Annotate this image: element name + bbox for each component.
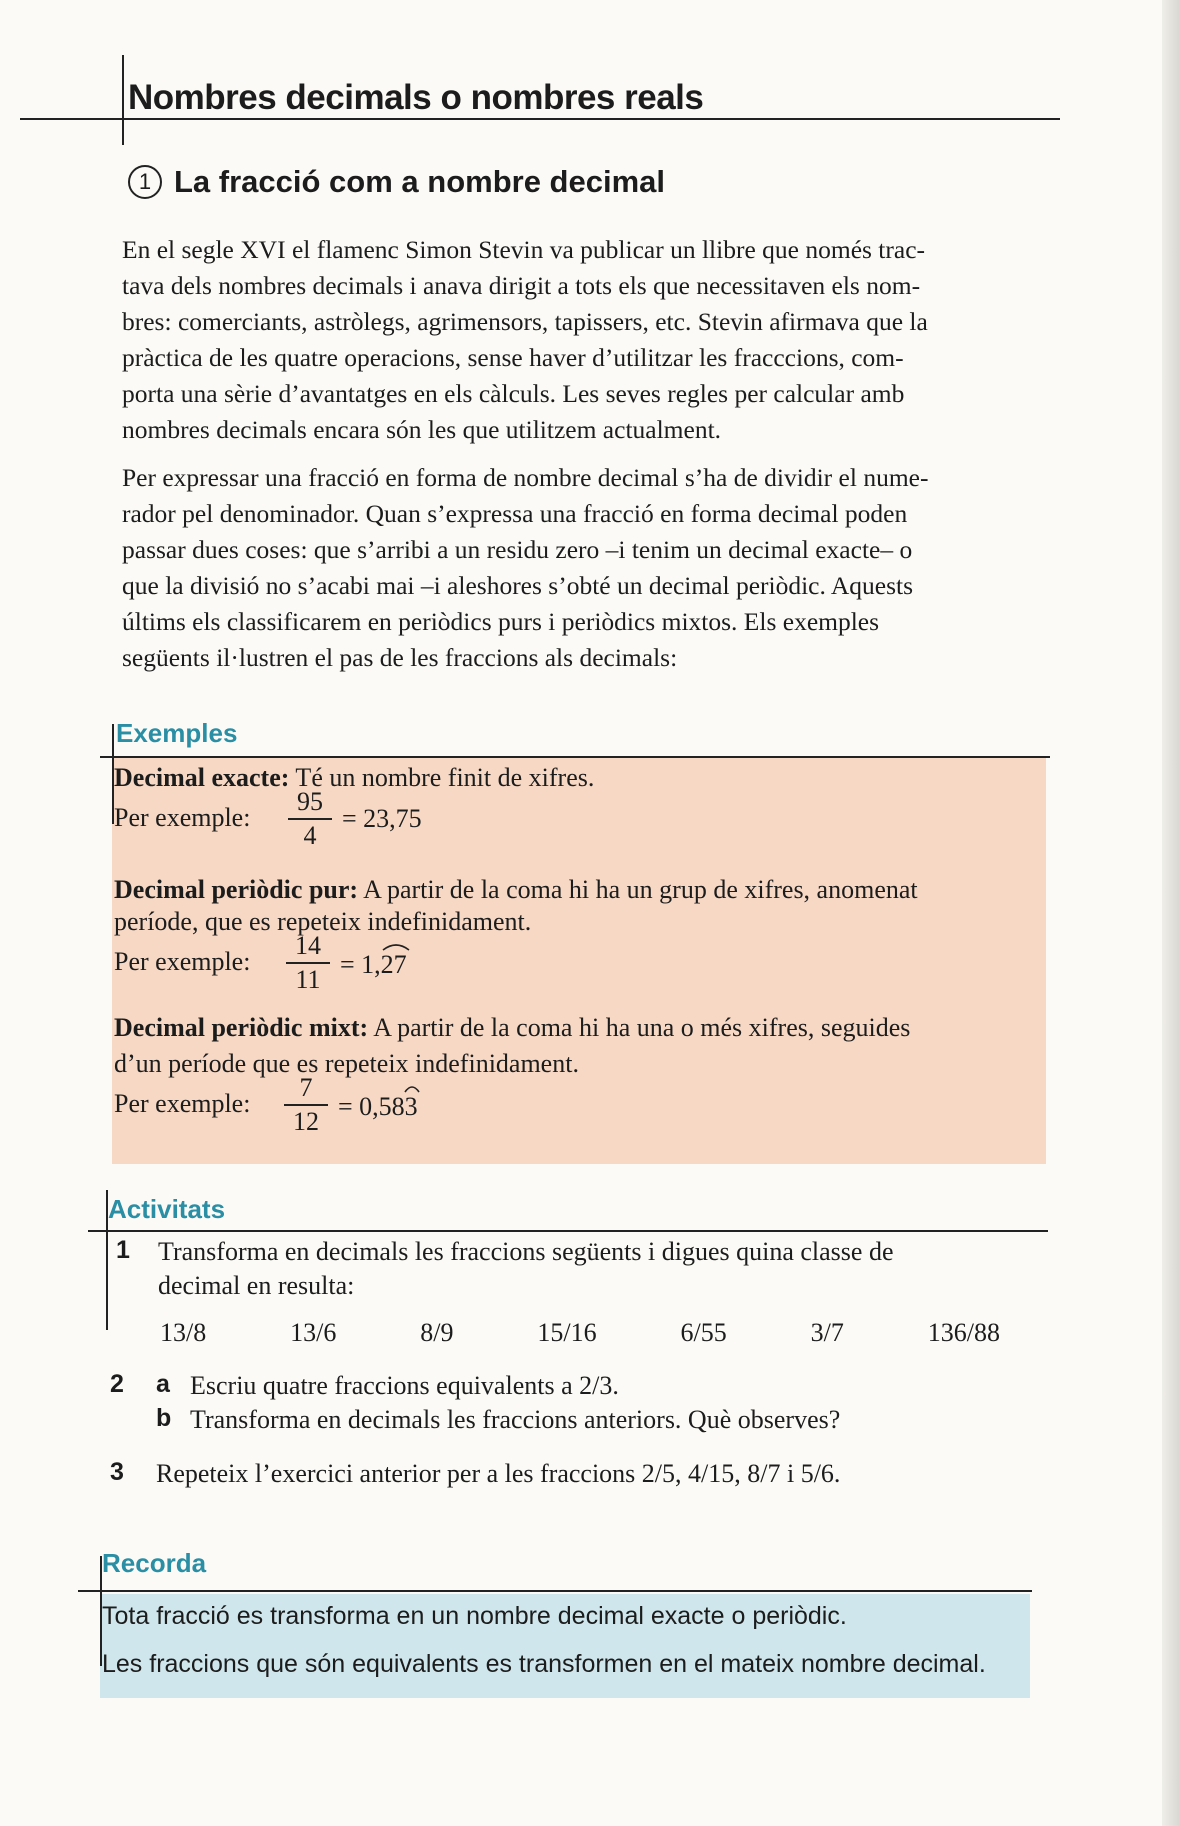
- activity-1-number: 1: [116, 1236, 130, 1264]
- fraction-bar: [286, 962, 330, 964]
- fraction-item: 136/88: [927, 1318, 1000, 1347]
- fraction-item: 15/16: [537, 1318, 597, 1347]
- result-1: = 23,75: [342, 804, 422, 833]
- fraction-95-4: [288, 788, 332, 850]
- period: 27: [380, 950, 407, 979]
- numerator: 7: [299, 1073, 313, 1102]
- fraction-item: 6/55: [680, 1318, 727, 1347]
- numerator: 95: [297, 787, 323, 816]
- header-horizontal-rule: [20, 118, 1060, 120]
- paragraph-line: tava dels nombres decimals i anava dirigit a tots els que necessitaven els nom-: [122, 271, 921, 300]
- paragraph-line: passar dues coses: que s’arribi a un residu zero –i tenim un decimal exacte– o: [122, 535, 913, 564]
- result-2: [340, 950, 407, 980]
- period-arc-icon: [403, 1082, 421, 1094]
- per-exemple-3: Per exemple:: [114, 1089, 251, 1118]
- per-exemple-2: Per exemple:: [114, 947, 251, 976]
- page-edge: [1162, 0, 1180, 1826]
- section-title: La fracció com a nombre decimal: [174, 164, 666, 199]
- section-number-badge: 1: [128, 165, 162, 199]
- pur-desc: A partir de la coma hi ha un grup de xifres, anomenat: [358, 875, 918, 904]
- activity-1-text-cont: decimal en resulta:: [158, 1271, 355, 1300]
- section-heading: [128, 164, 665, 200]
- paragraph-line: últims els classificarem en periòdics purs i periòdics mixtos. Els exemples: [122, 607, 880, 636]
- result-3: [338, 1092, 418, 1122]
- activity-2a-text: Escriu quatre fraccions equivalents a 2/3.: [190, 1371, 619, 1400]
- activities-rule: [88, 1230, 1048, 1232]
- chapter-title: Nombres decimals o nombres reals: [128, 78, 704, 117]
- paragraph-line: rador pel denominador. Quan s’expressa una fracció en forma decimal poden: [122, 499, 908, 528]
- activities-label: Activitats: [108, 1194, 226, 1224]
- mixt-definition-cont: d’un període que es repeteix indefinidament.: [114, 1049, 579, 1078]
- denominator: 4: [303, 821, 317, 850]
- per-exemple-1: Per exemple:: [114, 803, 251, 832]
- paragraph-line: bres: comerciants, astròlegs, agrimensors, tapissers, etc. Stevin afirmava que la: [122, 307, 928, 336]
- paragraph-line: Per expressar una fracció en forma de nombre decimal s’ha de dividir el nume-: [122, 463, 929, 492]
- result-prefix: = 0,58: [338, 1092, 405, 1121]
- fraction-item: 13/8: [160, 1318, 207, 1347]
- activity-1-text: Transforma en decimals les fraccions següents i digues quina classe de: [158, 1237, 894, 1266]
- pur-definition-cont: període, que es repeteix indefinidament.: [114, 907, 532, 936]
- pur-definition: [114, 874, 1044, 906]
- activity-2a-letter: a: [156, 1370, 170, 1398]
- recorda-line-2: Les fraccions que són equivalents es transformen en el mateix nombre decimal.: [102, 1650, 986, 1678]
- fraction-14-11: [286, 932, 330, 994]
- pur-term: Decimal periòdic pur:: [114, 875, 359, 904]
- mixt-term: Decimal periòdic mixt:: [114, 1013, 369, 1042]
- paragraph-line: que la divisió no s’acabi mai –i aleshores s’obté un decimal periòdic. Aquests: [122, 571, 914, 600]
- activity-3-number: 3: [110, 1458, 124, 1486]
- fraction-bar: [284, 1104, 328, 1106]
- examples-label: Exemples: [116, 718, 238, 748]
- denominator: 12: [293, 1107, 319, 1136]
- activity-2b-letter: b: [156, 1404, 172, 1432]
- numerator: 14: [295, 931, 321, 960]
- fraction-bar: [288, 818, 332, 820]
- mixt-definition: [114, 1012, 1044, 1044]
- recorda-rule: [78, 1590, 1032, 1592]
- paragraph-line: nombres decimals encara són les que utilitzem actualment.: [122, 415, 722, 444]
- activity-2-number: 2: [110, 1370, 124, 1398]
- paragraph-line: En el segle XVI el flamenc Simon Stevin va publicar un llibre que només trac-: [122, 235, 926, 264]
- activity-1-fractions: [160, 1318, 1000, 1348]
- period: 3: [404, 1092, 418, 1121]
- examples-rule: [100, 756, 1050, 758]
- period-digits: [381, 950, 407, 979]
- activity-3-text: Repeteix l’exercici anterior per a les fraccions 2/5, 4/15, 8/7 i 5/6.: [156, 1459, 841, 1488]
- exacte-desc: Té un nombre finit de xifres.: [289, 763, 595, 792]
- activities-vertical-rule: [106, 1190, 108, 1330]
- exacte-term: Decimal exacte:: [114, 763, 290, 792]
- activity-2b-text: Transforma en decimals les fraccions anteriors. Què observes?: [190, 1405, 841, 1434]
- fraction-item: 13/6: [290, 1318, 337, 1347]
- period-digits: [405, 1092, 418, 1121]
- header-vertical-rule: [122, 55, 124, 145]
- result-prefix: = 1,: [340, 950, 381, 979]
- fraction-item: 3/7: [810, 1318, 844, 1347]
- paragraph-line: següents il·lustren el pas de les fraccions als decimals:: [122, 643, 678, 672]
- recorda-line-1: Tota fracció es transforma en un nombre decimal exacte o periòdic.: [102, 1602, 847, 1630]
- fraction-item: 8/9: [420, 1318, 454, 1347]
- period-arc-icon: [381, 940, 411, 952]
- mixt-desc: A partir de la coma hi ha una o més xifres, seguides: [368, 1013, 911, 1042]
- fraction-7-12: [284, 1074, 328, 1136]
- denominator: 11: [295, 965, 321, 994]
- paragraph-line: pràctica de les quatre operacions, sense haver d’utilitzar les fracccions, com-: [122, 343, 904, 372]
- recorda-label: Recorda: [102, 1548, 207, 1578]
- paragraph-line: porta una sèrie d’avantatges en els càlculs. Les seves regles per calcular amb: [122, 379, 905, 408]
- exacte-definition: [114, 762, 1044, 794]
